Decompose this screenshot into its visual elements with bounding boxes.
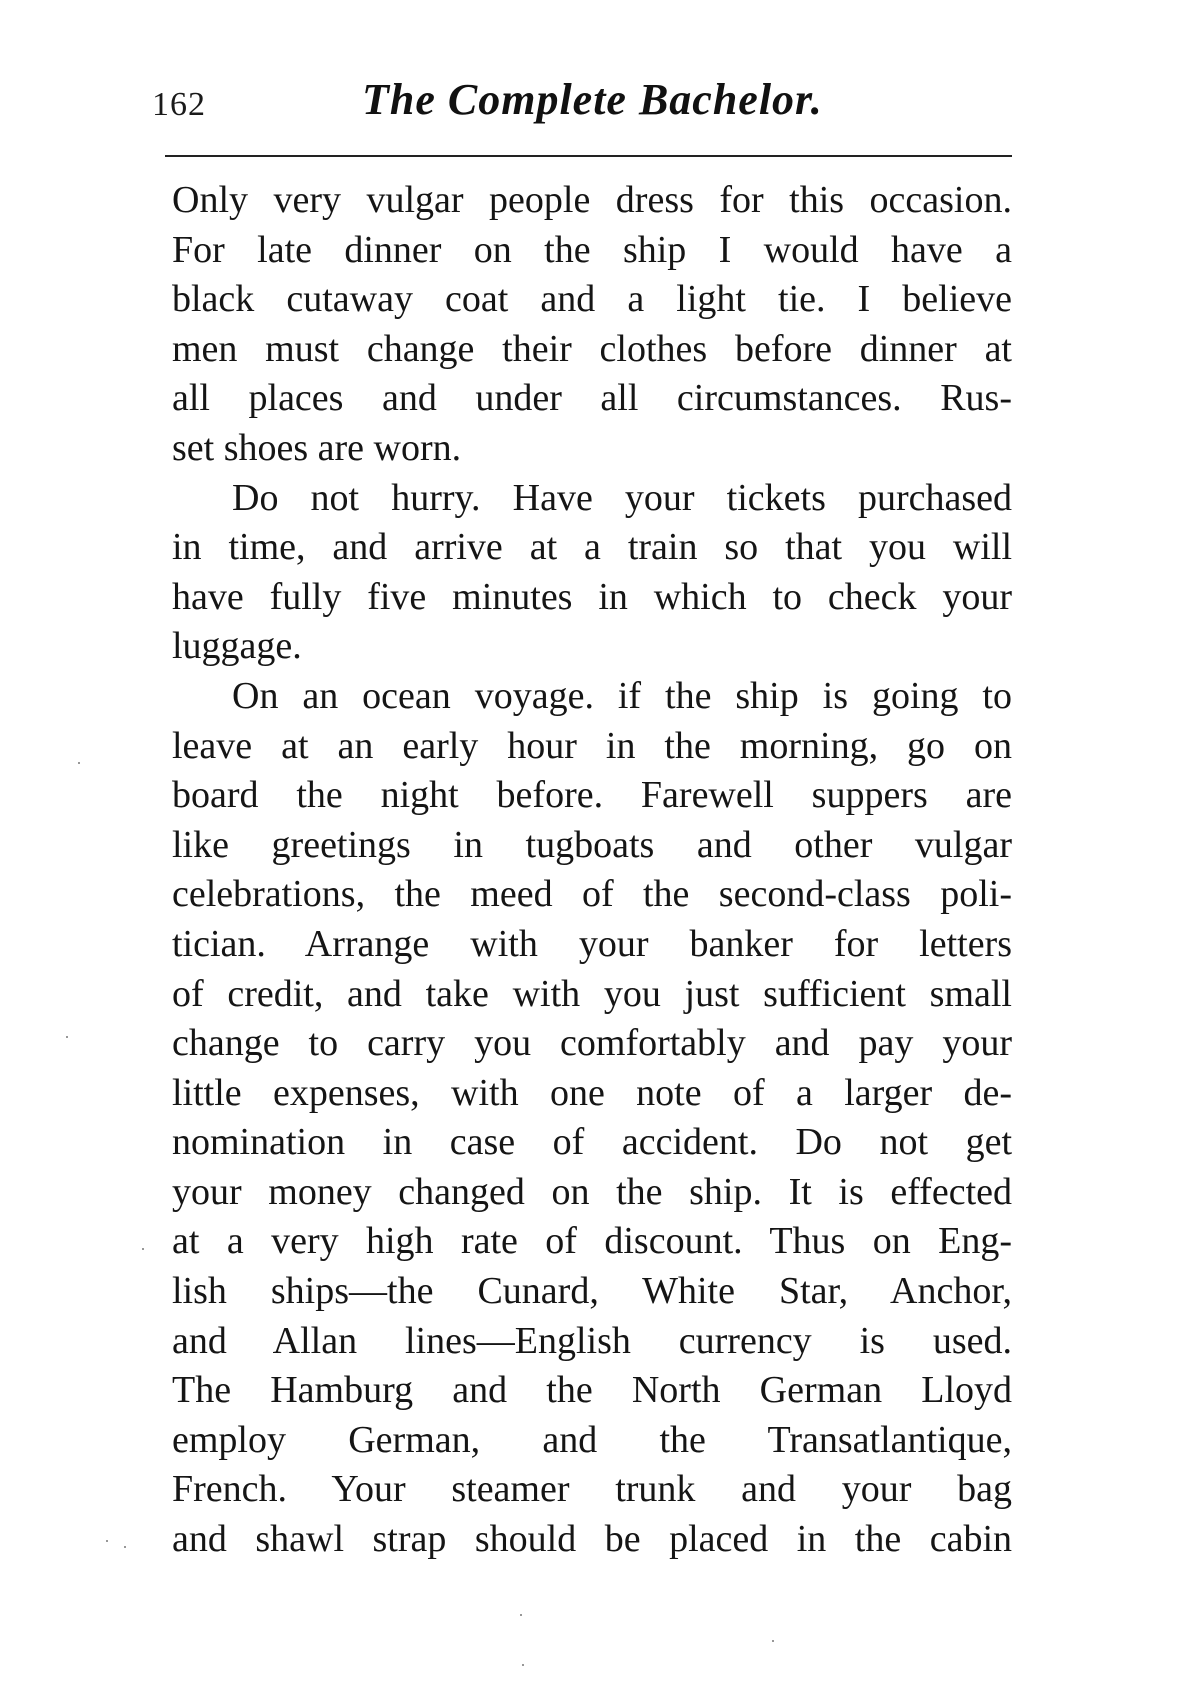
body-text [172,176,1012,1565]
text-line: leave at an early hour in the morning, go on [172,724,1012,767]
text-line: board the night before. Farewell suppers are [172,774,1012,817]
text-line: and Allan lines—English currency is used. [172,1319,1012,1362]
text-line: at a very high rate of discount. Thus on Eng- [172,1220,1012,1263]
text-line: On an ocean voyage. if the ship is going to [232,674,1012,717]
text-line: like greetings in tugboats and other vulgar [172,823,1012,866]
text-line: tician. Arrange with your banker for letters [172,922,1012,965]
text-line: have fully five minutes in which to check your [172,575,1012,618]
header-rule [165,155,1012,157]
text-line: black cutaway coat and a light tie. I believe [172,278,1012,321]
text-line: all places and under all circumstances. Rus- [172,377,1012,420]
scan-speck [142,1248,144,1250]
text-line: luggage. [172,625,302,668]
text-line: Only very vulgar people dress for this occasion. [172,179,1012,221]
scan-speck [106,1540,108,1542]
scan-speck [78,762,80,764]
scan-speck [66,1036,68,1038]
running-title: The Complete Bachelor. [362,75,823,124]
text-line: celebrations, the meed of the second-class poli- [172,873,1012,916]
text-line: nomination in case of accident. Do not get [172,1121,1012,1164]
text-line: French. Your steamer trunk and your bag [172,1468,1012,1511]
text-line: change to carry you comfortably and pay your [172,1022,1012,1065]
scan-speck [772,1640,774,1642]
scan-speck [522,1664,524,1666]
text-line: For late dinner on the ship I would have a [172,228,1012,271]
text-line: Do not hurry. Have your tickets purchased [232,476,1012,519]
running-head [152,74,1024,134]
text-line: of credit, and take with you just sufficient small [172,972,1012,1015]
text-line: men must change their clothes before dinner at [172,327,1012,370]
page-number: 162 [152,86,206,123]
text-line: lish ships—the Cunard, White Star, Anchor, [172,1270,1012,1313]
text-line: little expenses, with one note of a larger de- [172,1071,1012,1114]
scan-speck [520,1614,522,1616]
text-line: in time, and arrive at a train so that you will [172,526,1012,569]
text-line: and shawl strap should be placed in the cabin [172,1518,1012,1561]
scan-speck [124,1546,126,1548]
text-line: employ German, and the Transatlantique, [172,1418,1012,1461]
text-line: your money changed on the ship. It is effected [172,1170,1012,1213]
text-line: The Hamburg and the North German Lloyd [172,1369,1012,1412]
text-line: set shoes are worn. [172,426,462,469]
